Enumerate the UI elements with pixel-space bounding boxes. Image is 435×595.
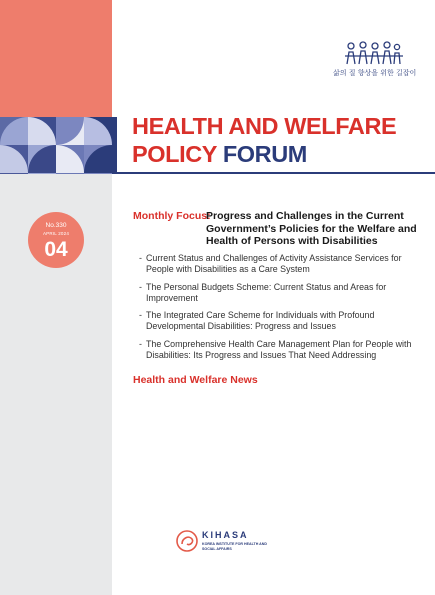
slogan-text: 삶의 질 향상을 위한 길잡이	[333, 69, 417, 77]
slogan-logo	[333, 40, 417, 80]
pattern-edge	[112, 117, 117, 174]
publisher-subtitle: KOREA INSTITUTE FOR HEALTH AND SOCIAL AFFAIRS	[202, 542, 267, 551]
issue-date: APRIL 2024	[42, 231, 70, 236]
title-policy: POLICY	[132, 141, 217, 167]
coral-block	[0, 0, 112, 117]
article-item[interactable]: - Current Status and Challenges of Activity Assistance Services for People with Disabilities as a Care System	[139, 253, 423, 275]
title-forum: FORUM	[222, 141, 307, 167]
article-item[interactable]: - The Integrated Care Scheme for Individuals with Profound Developmental Disabilities: Progress and Issues	[139, 310, 423, 332]
issue-number: No.330	[45, 222, 67, 229]
kihasa-emblem-icon	[175, 529, 199, 553]
focus-title: Progress and Challenges in the Current Government’s Policies for the Welfare and Health of Persons with Disabilities	[206, 210, 417, 247]
issue-month: 04	[44, 238, 68, 261]
article-list	[139, 253, 423, 367]
geometric-pattern	[0, 117, 112, 174]
article-item[interactable]: - The Comprehensive Health Care Management Plan for People with Disabilities: Its Progress and Issues That Need Addressing	[139, 339, 423, 361]
focus-label: Monthly Focus:	[133, 210, 211, 222]
title-rule	[112, 172, 435, 174]
article-item[interactable]: - The Personal Budgets Scheme: Current Status and Areas for Improvement	[139, 282, 423, 304]
publisher-logo	[175, 523, 270, 559]
publisher-name: KIHASA	[202, 530, 249, 540]
people-icon	[333, 40, 413, 68]
news-section-label[interactable]: Health and Welfare News	[133, 374, 258, 386]
title-line-1: HEALTH AND WELFARE	[132, 113, 397, 139]
title-line-2	[132, 140, 396, 168]
publication-title	[132, 112, 396, 168]
issue-badge	[28, 212, 84, 268]
